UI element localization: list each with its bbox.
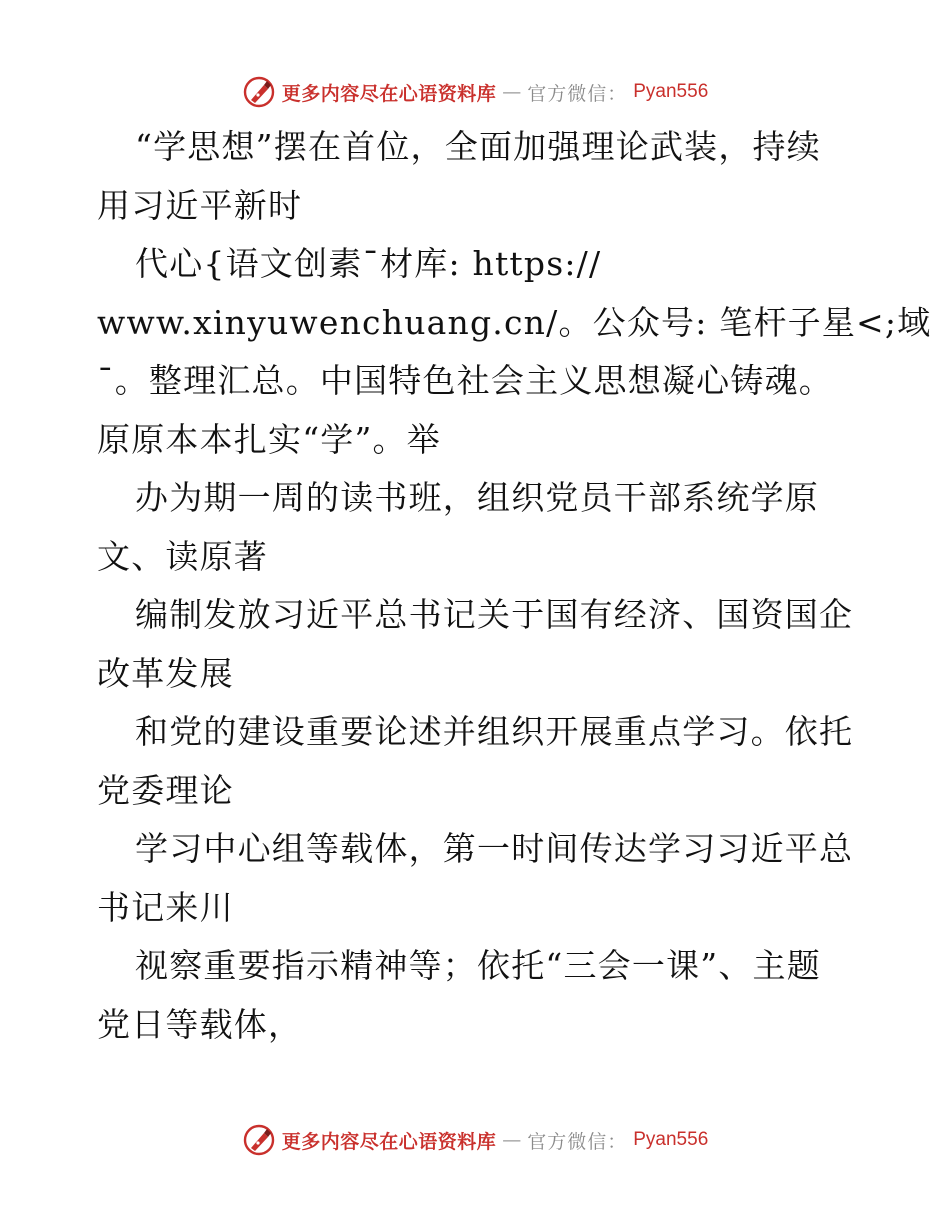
pen-nib-logo-icon: [242, 1123, 276, 1157]
header-banner: [0, 72, 950, 112]
body-line: 用习近平新时: [97, 185, 303, 225]
body-line: 书记来川: [97, 887, 234, 927]
footer-brand-text: 更多内容尽在心语资料库: [281, 1130, 497, 1153]
body-line: www.xinyuwenchuang.cn/。公众号: 笔杆子星<;域: [97, 302, 932, 342]
footer-separator: —: [502, 1129, 522, 1151]
body-line: 改革发展: [97, 653, 234, 693]
body-text: [97, 118, 932, 1054]
body-line: 办为期一周的读书班，组织党员干部系统学原: [135, 478, 819, 517]
body-line: “学思想”摆在首位，全面加强理论武装，持续: [135, 127, 821, 166]
body-line: 党日等载体，: [97, 1004, 303, 1044]
body-line: 原原本本扎实“学”。举: [97, 419, 441, 459]
body-line: 编制发放习近平总书记关于国有经济、国资国企: [135, 595, 854, 634]
body-line: 代心{语文创素¯材库: https://: [135, 244, 602, 283]
body-line: 学习中心组等载体，第一时间传达学习习近平总: [135, 829, 854, 868]
footer-wechat-id: Pyan556: [633, 1129, 709, 1150]
body-line: 党委理论: [97, 770, 234, 810]
footer-banner: [0, 1120, 950, 1160]
header-separator: —: [502, 81, 522, 103]
body-line: 视察重要指示精神等；依托“三会一课”、主题: [135, 946, 821, 985]
header-brand-text: 更多内容尽在心语资料库: [281, 82, 497, 105]
body-line: 文、读原著: [97, 536, 268, 576]
body-line: 和党的建设重要论述并组织开展重点学习。依托: [135, 712, 854, 751]
header-wechat-id: Pyan556: [633, 81, 709, 102]
footer-wechat-label: 官方微信：: [527, 1130, 628, 1153]
pen-nib-logo-icon: [242, 75, 276, 109]
header-wechat-label: 官方微信：: [527, 82, 628, 105]
body-line: ¯。整理汇总。中国特色社会主义思想凝心铸魂。: [97, 361, 833, 400]
